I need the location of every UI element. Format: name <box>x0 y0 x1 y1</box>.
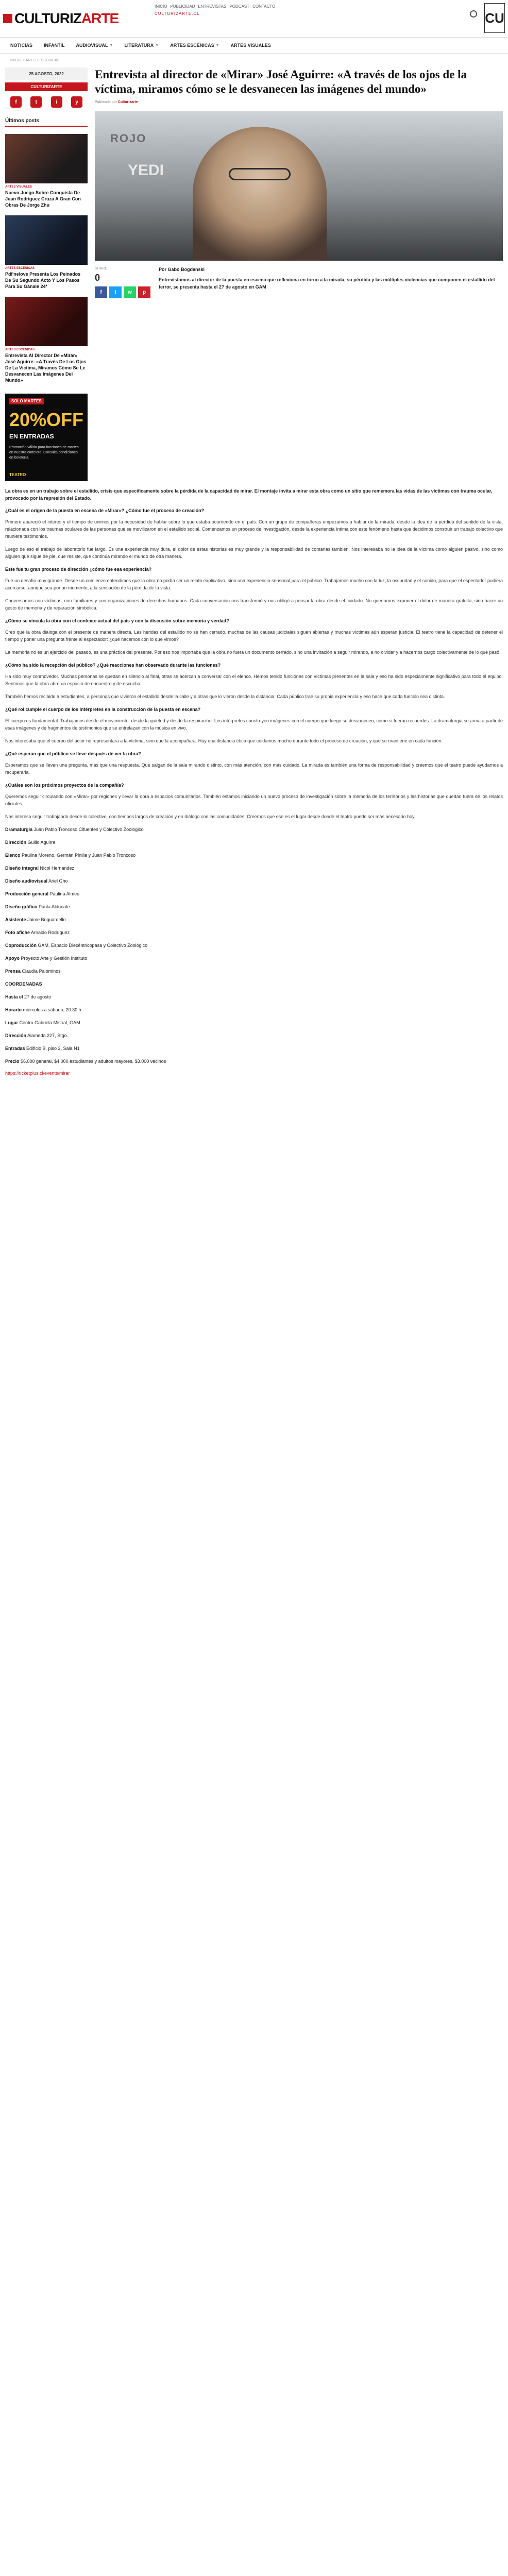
hero-text: ROJO <box>110 132 147 145</box>
header-link[interactable]: PUBLICIDAD <box>170 4 195 9</box>
interview-question: ¿Qué esperan que el público se lleve después de ver la obra? <box>5 751 141 756</box>
credit-label: Foto afiche <box>5 930 30 935</box>
article-body <box>0 487 508 1076</box>
credit-label: Diseño audiovisual <box>5 878 48 884</box>
header-link[interactable]: PODCAST <box>229 4 250 9</box>
sidebar-post[interactable] <box>5 215 88 290</box>
article-paragraph: Queremos seguir circulando con «Mirar» por regiones y llevar la obra a espacios comunitarios. También estamos iniciando un nuevo proceso de investigación sobre la memoria de los territorios y las historias que quedan fuera de los relatos oficiales. <box>5 794 503 806</box>
credit-value: Arnaldo Rodríguez <box>31 930 70 935</box>
site-logo[interactable] <box>3 10 118 27</box>
header-link[interactable]: CONTACTO <box>252 4 276 9</box>
sidebar-post[interactable] <box>5 297 88 383</box>
article-paragraph: La memoria no es un ejercicio del pasado, es una práctica del presente. Por eso nos importaba que la obra no fuera un documento cerrado, sino una invitación a seguir mirando, a no olvidar y a hacernos cargo colectivamente de lo que pasó. <box>5 650 501 655</box>
credit-label: Hasta el <box>5 994 23 999</box>
post-category[interactable]: ARTES VISUALES <box>5 185 32 189</box>
credit-value: GAM, Espacio Diecéntricopasa y Colectivo Zoológico <box>38 943 148 948</box>
logo-mark <box>3 14 12 23</box>
intro-paragraph-2: La obra es en un trabajo sobre el estallido, crisis que específicamente sobre la pérdida de la capacidad de mirar. El montaje invita a mirar esta obra como un sitio que rememora las vidas de las víctimas con trauma ocular, provocado por la represión del Estado. <box>5 488 493 501</box>
credit-value: Jaime Briguardello <box>27 917 66 922</box>
post-title[interactable]: Nuevo Juego Sobre Conquista De Juan Rodríguez Cruza A Gran Con Obras De Jorge Zhu <box>5 190 81 208</box>
date-box: 25 AGOSTO, 2022 <box>5 67 88 80</box>
main-nav <box>0 37 508 54</box>
interview-question: ¿Cuáles son los próximos proyectos de la compañía? <box>5 783 124 788</box>
breadcrumb-link[interactable]: INICIO <box>10 59 22 62</box>
credit-line <box>5 826 503 833</box>
byline: Publicado por Culturizarte <box>95 100 138 104</box>
header-link[interactable]: INICIO <box>155 4 167 9</box>
pinterest-share-button[interactable]: p <box>138 286 150 298</box>
credit-value: Nicol Hernández <box>40 866 75 871</box>
chevron-down-icon: ▼ <box>215 43 219 47</box>
ad-tag: SOLO MARTES <box>9 398 44 404</box>
chevron-down-icon: ▼ <box>109 43 113 47</box>
breadcrumb-current[interactable]: ARTES ESCÉNICAS <box>25 59 60 62</box>
article-paragraph: Conversamos con víctimas, con familiares y con organizaciones de derechos humanos. Cada conversación nos transformó y nos obligó a pensar la obra desde el cuidado. No queríamos exponer el dolor de manera gratuita, sino hacer un gesto de memoria y de reparación simbólica. <box>5 598 503 611</box>
credit-value: Paulina Almeu <box>49 891 80 896</box>
ad-discount: 20%OFF <box>9 409 84 430</box>
facebook-icon[interactable]: f <box>10 96 22 108</box>
post-thumbnail[interactable] <box>5 134 88 183</box>
facebook-share-button[interactable]: f <box>95 286 107 298</box>
hero-glasses <box>229 168 291 180</box>
share-label: SHARE <box>95 267 108 270</box>
credit-line <box>5 839 503 846</box>
hero-image <box>95 111 503 261</box>
whatsapp-share-button[interactable]: w <box>124 286 136 298</box>
nav-item-literatura[interactable]: LITERATURA ▼ <box>124 43 159 48</box>
nav-item-audiovisual[interactable]: AUDIOVISUAL ▼ <box>76 43 113 48</box>
ad-banner[interactable] <box>5 394 88 481</box>
nav-item-artes-escenicas[interactable]: ARTES ESCÉNICAS ▼ <box>170 43 219 48</box>
article-paragraph: También hemos recibido a estudiantes, a personas que vivieron el estallido desde la calle y a otras que lo vieron desde la distancia. Cada público trae su propia experiencia y eso hace que cada función sea distinta. <box>5 694 445 699</box>
credit-label: COORDENADAS <box>5 981 42 987</box>
interview-question: ¿Qué rol cumple el cuerpo de los intérpretes en la construcción de la puesta en escena? <box>5 707 201 712</box>
share-buttons <box>95 286 151 298</box>
breadcrumb <box>0 54 508 67</box>
article-paragraph: Primero apareció el interés y el tiempo de unirnos por la necesidad de hablar sobre lo que estaba ocurriendo en el país. Con un grupo de compañeras empezamos a hablar de la mirada, desde la idea de la pérdida del sentido de la vista, relacionada con los traumas oculares de las personas que se movilizaron en el estallido social. Comenzamos un proceso de investigación, desde la experiencia íntima con este fenómeno hasta que decidimos construir un trabajo colectivo que reuniera testimonios. <box>5 519 503 539</box>
ticket-link[interactable]: https://ticketplus.cl/events/mirar <box>5 1071 70 1076</box>
credit-value: Proyecto Arte y Gestión Instituto <box>21 956 88 961</box>
credit-label: Dirección <box>5 1033 27 1038</box>
credit-line <box>5 1045 503 1052</box>
credit-label: Diseño integral <box>5 866 39 871</box>
credit-value: Guillo Aguirre <box>27 840 56 845</box>
credit-line <box>5 1058 503 1065</box>
credit-line <box>5 1019 503 1026</box>
post-category[interactable]: ARTES ESCÉNICAS <box>5 348 35 351</box>
credit-line <box>5 980 503 988</box>
article-paragraph: Luego de eso el trabajo de laboratorio fue largo. Es una experiencia muy dura, el dolor de estas historias es muy grande y la responsabilidad de contarlas también. Nos interesaba no la idea de la víctima como alguien pasivo, sino como alguien que sigue de pie, que resiste, que continúa mirando el mundo de otra manera. <box>5 547 503 559</box>
credit-label: Producción general <box>5 891 49 896</box>
credit-line <box>5 929 503 936</box>
credit-value: miércoles a sábado, 20:30 h <box>23 1007 81 1012</box>
brand-box: CULTURIZARTE <box>5 82 88 91</box>
article-paragraph: Fue un desafío muy grande. Desde un comienzo entendimos que la obra no podía ser un relato explicativo, sino una experiencia sensorial para el público. Trabajamos mucho con la luz, la oscuridad y el sonido, para que el espectador pudiera acercarse, aunque sea por un momento, a la sensación de la pérdida de la vista. <box>5 578 503 590</box>
credit-label: Precio <box>5 1059 20 1064</box>
credit-line <box>5 916 503 923</box>
interview-question: ¿Cuál es el origen de la puesta en escena de «Mirar»? ¿Cómo fue el proceso de creación? <box>5 508 205 513</box>
credit-label: Asistente <box>5 917 26 922</box>
credit-label: Horario <box>5 1007 22 1012</box>
ad-footer: TEATRO <box>9 472 26 477</box>
chevron-down-icon: ▼ <box>155 43 159 47</box>
share-count: 0 <box>95 273 100 283</box>
twitter-share-button[interactable]: t <box>109 286 122 298</box>
share-column <box>95 267 151 298</box>
post-title[interactable]: Entrevista Al Director De «Mirar» José Aguirre: «A Través De Los Ojos De La Víctima, Miramos Cómo Se Le Desvanecen Las Imágenes Del Mundo» <box>5 353 87 383</box>
interview-question: Este fue tu gran proceso de dirección ¿cómo fue esa experiencia? <box>5 567 152 572</box>
credit-value: Claudia Palominos <box>22 969 61 974</box>
youtube-icon[interactable]: y <box>71 96 82 108</box>
ad-description: Promoción válida para funciones de martes en nuestra cartelera. Consulta condiciones en boletería. <box>9 446 79 460</box>
breadcrumb-sep: › <box>23 59 24 62</box>
credit-value: Alameda 227, Stgo. <box>27 1033 69 1038</box>
intro-paragraph: Entrevistamos al director de la puesta en escena que reflexiona en torno a la mirada, su pérdida y las múltiples violencias que componen el estallido del terror, se presenta hasta el 27 de agosto en GAM <box>159 277 495 290</box>
credit-value: Paulina Moreno, Germán Pinilla y Juan Pablo Troncoso <box>22 853 136 858</box>
credit-value: $6.000 general, $4.000 estudiantes y adultos mayores, $3.000 vecinos <box>21 1059 166 1064</box>
post-title[interactable]: Pdi'nelove Presenta Los Peinados De Su Segundo Acto Y Los Pasos Para Su Gánale 24* <box>5 272 81 289</box>
ad-subtitle: EN ENTRADAS <box>9 433 54 440</box>
search-icon[interactable] <box>470 10 477 18</box>
hero-subtext: YEDI <box>128 162 164 179</box>
credit-line <box>5 890 503 897</box>
credit-line <box>5 877 503 885</box>
article-paragraph: Creo que la obra dialoga con el presente de manera directa. Las heridas del estallido no se han cerrado, muchas de las causas judiciales siguen abiertas y muchas víctimas aún esperan justicia. El teatro tiene la capacidad de detener el tiempo y poner una pregunta frente al espectador: ¿qué hacemos con lo que vimos? <box>5 630 503 642</box>
credit-label: Apoyo <box>5 956 20 961</box>
article-lead <box>159 267 503 298</box>
article-paragraph: El cuerpo es fundamental. Trabajamos desde el movimiento, desde la quietud y desde la respiración. Los intérpretes construyen imágenes con el cuerpo que luego se desvanecen, como si fueran recuerdos. La dramaturgia se arma a partir de esas imágenes y de fragmentos de testimonios que se entrelazan con la música en vivo. <box>5 718 503 731</box>
credit-label: Coproducción <box>5 943 37 948</box>
credit-label: Dirección <box>5 840 27 845</box>
header-top-links <box>155 4 275 9</box>
post-category[interactable]: ARTES ESCÉNICAS <box>5 267 35 270</box>
latest-posts-heading: Últimos posts <box>5 118 88 127</box>
instagram-icon[interactable]: i <box>51 96 62 108</box>
article-paragraph: Nos interesaba que el cuerpo del actor no representara a la víctima, sino que la acompañara. Hay una distancia ética que cuidamos mucho durante todo el proceso de creación, y que se mantiene en cada función. <box>5 738 443 743</box>
byline-author[interactable]: Culturizarte <box>117 100 138 104</box>
article-paragraph: Ha sido muy conmovedor. Muchas personas se quedan en silencio al final, otras se acercan a conversar con el elenco. Hemos tenido funciones con víctimas presentes en la sala y eso ha sido especialmente significativo para todo el equipo. Sentimos que la obra abre un espacio de encuentro y de escucha. <box>5 674 503 686</box>
hero-portrait <box>193 127 327 261</box>
credit-value: 27 de agosto <box>24 994 52 999</box>
credit-line <box>5 942 503 949</box>
logo-text: CULTURIZARTE <box>14 10 119 26</box>
credit-label: Dramaturgia <box>5 827 33 832</box>
credit-label: Elenco <box>5 853 21 858</box>
credit-line <box>5 1032 503 1039</box>
credit-value: Edificio B, piso 2, Sala N1 <box>26 1046 80 1051</box>
site-header <box>0 0 508 37</box>
article <box>95 67 503 481</box>
article-title: Entrevista al director de «Mirar» José Aguirre: «A través de los ojos de la víctima, miramos cómo se le desvanecen las imágenes del mundo» <box>95 68 467 95</box>
social-row <box>5 96 88 108</box>
credit-label: Entradas <box>5 1046 25 1051</box>
credit-line <box>5 852 503 859</box>
nav-item-artes-visuales[interactable]: ARTES VISUALES <box>230 43 271 48</box>
interview-question: ¿Cómo ha sido la recepción del público? ¿Qué reacciones han observado durante las funciones? <box>5 663 221 668</box>
sidebar-post[interactable] <box>5 134 88 208</box>
credit-label: Prensa <box>5 969 21 974</box>
article-paragraph: Nos interesa seguir trabajando desde lo colectivo, con tiempos largos de creación y en diálogo con las comunidades. Creemos que ese es el lugar desde donde el teatro puede ser más necesario hoy. <box>5 814 416 819</box>
header-subtitle: CULTURIZARTE.CL <box>155 11 200 16</box>
article-paragraph: Esperamos que se lleven una pregunta, más que una respuesta. Que salgan de la sala mirando distinto, con más atención, con más cuidado. La mirada es también una forma de responsabilidad y creemos que el teatro puede ayudarnos a recuperarla. <box>5 762 503 775</box>
credit-line <box>5 865 503 872</box>
credit-line <box>5 968 503 975</box>
credit-value: Ariel Gho <box>48 878 68 884</box>
interview-question: ¿Cómo se vincula la obra con el contexto actual del país y con la discusión sobre memoria y verdad? <box>5 618 229 623</box>
credit-label: Diseño gráfico <box>5 904 38 909</box>
header-badge[interactable]: CU <box>484 3 505 33</box>
credit-line <box>5 903 503 910</box>
credit-line <box>5 1006 503 1013</box>
sidebar <box>5 67 88 481</box>
credit-label: Lugar <box>5 1020 19 1025</box>
credit-value: Centro Gabriela Mistral, GAM <box>19 1020 80 1025</box>
post-thumbnail[interactable] <box>5 297 88 346</box>
credit-value: Juan Pablo Troncoso Cifuentes y Colectivo Zoológico <box>33 827 144 832</box>
nav-item-noticias[interactable]: NOTICIAS <box>10 43 33 48</box>
credit-line <box>5 993 503 1001</box>
post-thumbnail[interactable] <box>5 215 88 265</box>
credit-value: Paula Aldunate <box>39 904 70 909</box>
nav-item-infantil[interactable]: INFANTIL <box>44 43 65 48</box>
author-line: Por Gabo Bogdanski <box>159 267 205 272</box>
twitter-icon[interactable]: t <box>30 96 42 108</box>
credit-line <box>5 955 503 962</box>
header-link[interactable]: ENTREVISTAS <box>198 4 227 9</box>
